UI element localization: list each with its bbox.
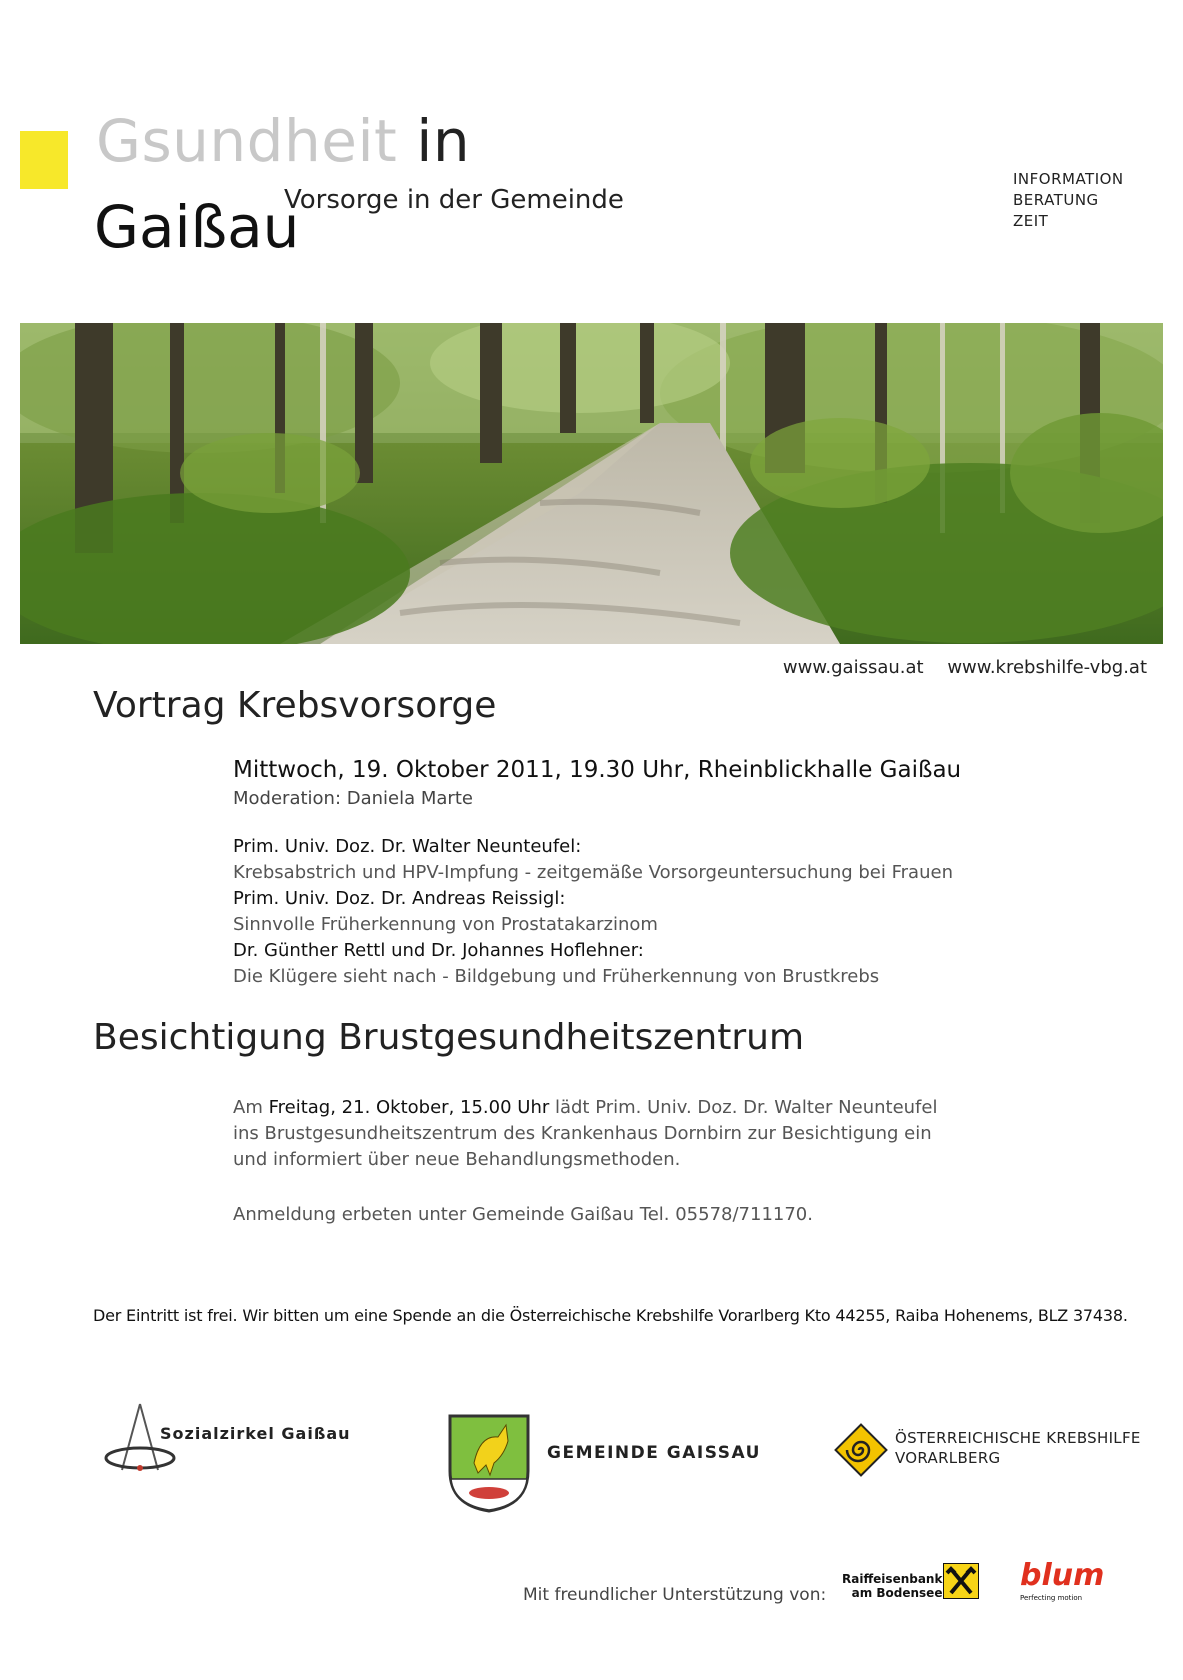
title-gaissau: Gaißau (94, 193, 300, 261)
link-gaissau[interactable]: www.gaissau.at (782, 657, 924, 678)
raiffeisen-logo-text (842, 1572, 942, 1600)
krebshilfe-line-2: VORARLBERG (895, 1449, 1001, 1467)
donation-note: Der Eintritt ist frei. Wir bitten um eine Spende an die Österreichische Krebshilfe Vorarlberg Kto 44255, Raiba Hohenems, BLZ 37438. (93, 1306, 1128, 1325)
page-title (96, 107, 471, 175)
blum-logo-text: blum (1020, 1558, 1105, 1593)
talk-topic: Krebsabstrich und HPV-Impfung - zeitgemäße Vorsorgeuntersuchung bei Frauen (233, 862, 953, 883)
krebshilfe-logo-icon (833, 1422, 889, 1478)
title-word-gsundheit: Gsundheit (96, 107, 398, 175)
subtitle: Vorsorge in der Gemeinde (284, 185, 624, 215)
heading-besichtigung: Besichtigung Brustgesundheitszentrum (93, 1017, 805, 1058)
visit-prefix: Am (233, 1097, 269, 1118)
link-krebshilfe[interactable]: www.krebshilfe-vbg.at (947, 657, 1147, 678)
info-line: ZEIT (1013, 212, 1049, 230)
support-label: Mit freundlicher Unterstützung von: (523, 1585, 827, 1605)
visit-line-1 (233, 1095, 993, 1121)
accent-square (20, 131, 68, 189)
talk-speaker: Prim. Univ. Doz. Dr. Walter Neunteufel: (233, 836, 582, 857)
raiba-line-2: am Bodensee (851, 1586, 943, 1600)
heading-vortrag: Vortrag Krebsvorsorge (93, 685, 497, 726)
info-block (1013, 169, 1124, 232)
visit-description (233, 1095, 993, 1173)
talk-topic: Die Klügere sieht nach - Bildgebung und Früherkennung von Brustkrebs (233, 966, 880, 987)
krebshilfe-logo-text (895, 1428, 1141, 1468)
forest-path-photo (20, 323, 1163, 644)
krebshilfe-line-1: ÖSTERREICHISCHE KREBSHILFE (895, 1429, 1141, 1447)
talk-topic: Sinnvolle Früherkennung von Prostatakarzinom (233, 914, 658, 935)
registration-note: Anmeldung erbeten unter Gemeinde Gaißau Tel. 05578/711170. (233, 1204, 813, 1225)
talk-list (233, 834, 993, 990)
event-date-line: Mittwoch, 19. Oktober 2011, 19.30 Uhr, Rheinblickhalle Gaißau (233, 757, 962, 783)
gemeinde-coat-of-arms-icon (446, 1413, 532, 1513)
visit-suffix: lädt Prim. Univ. Doz. Dr. Walter Neunteufel (549, 1097, 938, 1118)
web-links (783, 657, 1147, 678)
visit-date: Freitag, 21. Oktober, 15.00 Uhr (268, 1097, 550, 1118)
visit-line-3: und informiert über neue Behandlungsmethoden. (233, 1149, 681, 1170)
talk-speaker: Dr. Günther Rettl und Dr. Johannes Hoflehner: (233, 940, 644, 961)
blum-tagline: Perfecting motion (1020, 1594, 1083, 1602)
info-line: INFORMATION (1013, 170, 1124, 188)
raiffeisen-gable-cross-icon (943, 1563, 979, 1599)
title-word-in: in (416, 107, 471, 175)
sozialzirkel-logo-text: Sozialzirkel Gaißau (160, 1424, 351, 1443)
visit-line-2: ins Brustgesundheitszentrum des Krankenhaus Dornbirn zur Besichtigung ein (233, 1123, 932, 1144)
gemeinde-logo-text: GEMEINDE GAISSAU (547, 1443, 761, 1463)
info-line: BERATUNG (1013, 191, 1099, 209)
talk-speaker: Prim. Univ. Doz. Dr. Andreas Reissigl: (233, 888, 566, 909)
raiba-line-1: Raiffeisenbank (842, 1572, 943, 1586)
moderation: Moderation: Daniela Marte (233, 788, 473, 809)
